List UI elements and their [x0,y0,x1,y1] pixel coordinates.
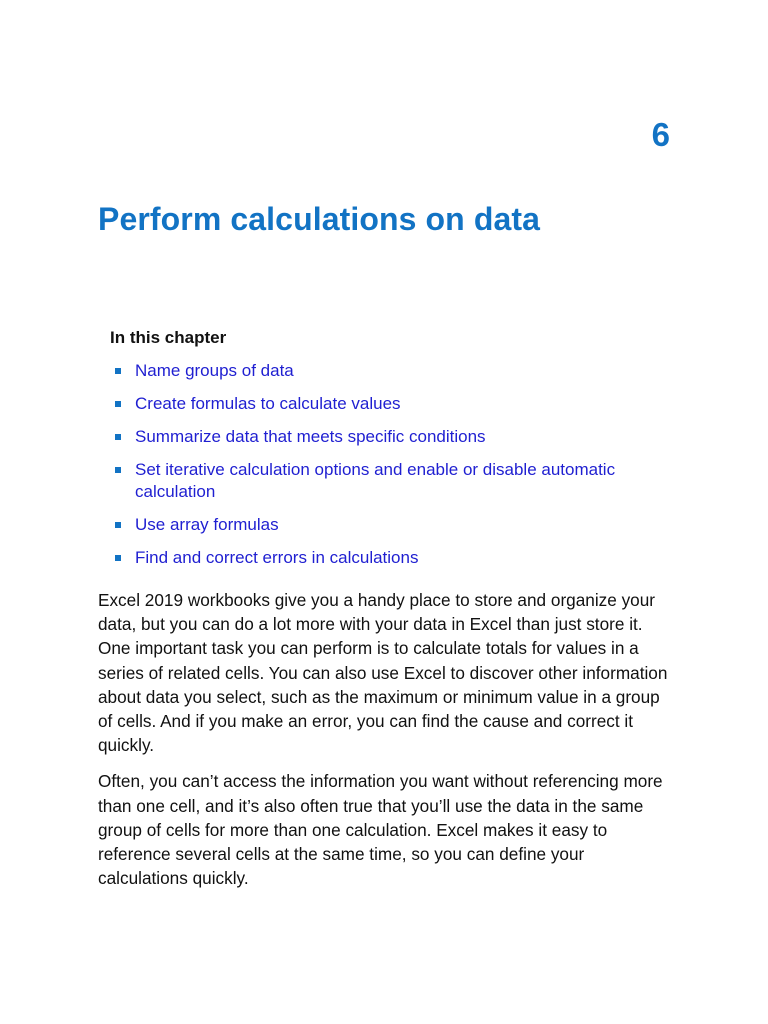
chapter-topic-label[interactable]: Set iterative calculation options and enable or disable automatic calculation [135,460,616,502]
chapter-topic-link[interactable] [110,393,670,415]
square-bullet-icon [115,368,121,374]
chapter-topic-label[interactable]: Find and correct errors in calculations [135,548,419,568]
chapter-topic-label[interactable]: Create formulas to calculate values [135,394,401,414]
square-bullet-icon [115,401,121,407]
chapter-topic-link[interactable] [110,514,670,536]
in-this-chapter-section [110,328,670,580]
square-bullet-icon [115,434,121,440]
chapter-number: 6 [651,116,670,153]
chapter-title: Perform calculations on data [98,201,541,237]
square-bullet-icon [115,467,121,473]
in-this-chapter-heading: In this chapter [110,328,227,347]
chapter-topic-link[interactable] [110,426,670,448]
square-bullet-icon [115,522,121,528]
chapter-topics-list [110,360,670,569]
chapter-topic-link[interactable] [110,360,670,382]
intro-paragraph: Often, you can’t access the information you want without referencing more than one cell, and it’s also often true that you’ll use the data in the same group of cells for more than one calculation. Excel makes it easy to reference several cells at the same time, so you can define your calculations quickly. [98,771,663,889]
chapter-topic-label[interactable]: Use array formulas [135,515,279,535]
chapter-topic-label[interactable]: Name groups of data [135,361,294,381]
chapter-topic-label[interactable]: Summarize data that meets specific conditions [135,427,486,447]
chapter-intro [98,588,673,902]
chapter-topic-link[interactable] [110,459,670,503]
chapter-topic-link[interactable] [110,547,670,569]
intro-paragraph: Excel 2019 workbooks give you a handy place to store and organize your data, but you can do a lot more with your data in Excel than just store it. One important task you can perform is to calculate totals for values in a series of related cells. You can also use Excel to discover other information about data you select, such as the maximum or minimum value in a group of cells. And if you make an error, you can find the cause and correct it quickly. [98,590,668,756]
square-bullet-icon [115,555,121,561]
